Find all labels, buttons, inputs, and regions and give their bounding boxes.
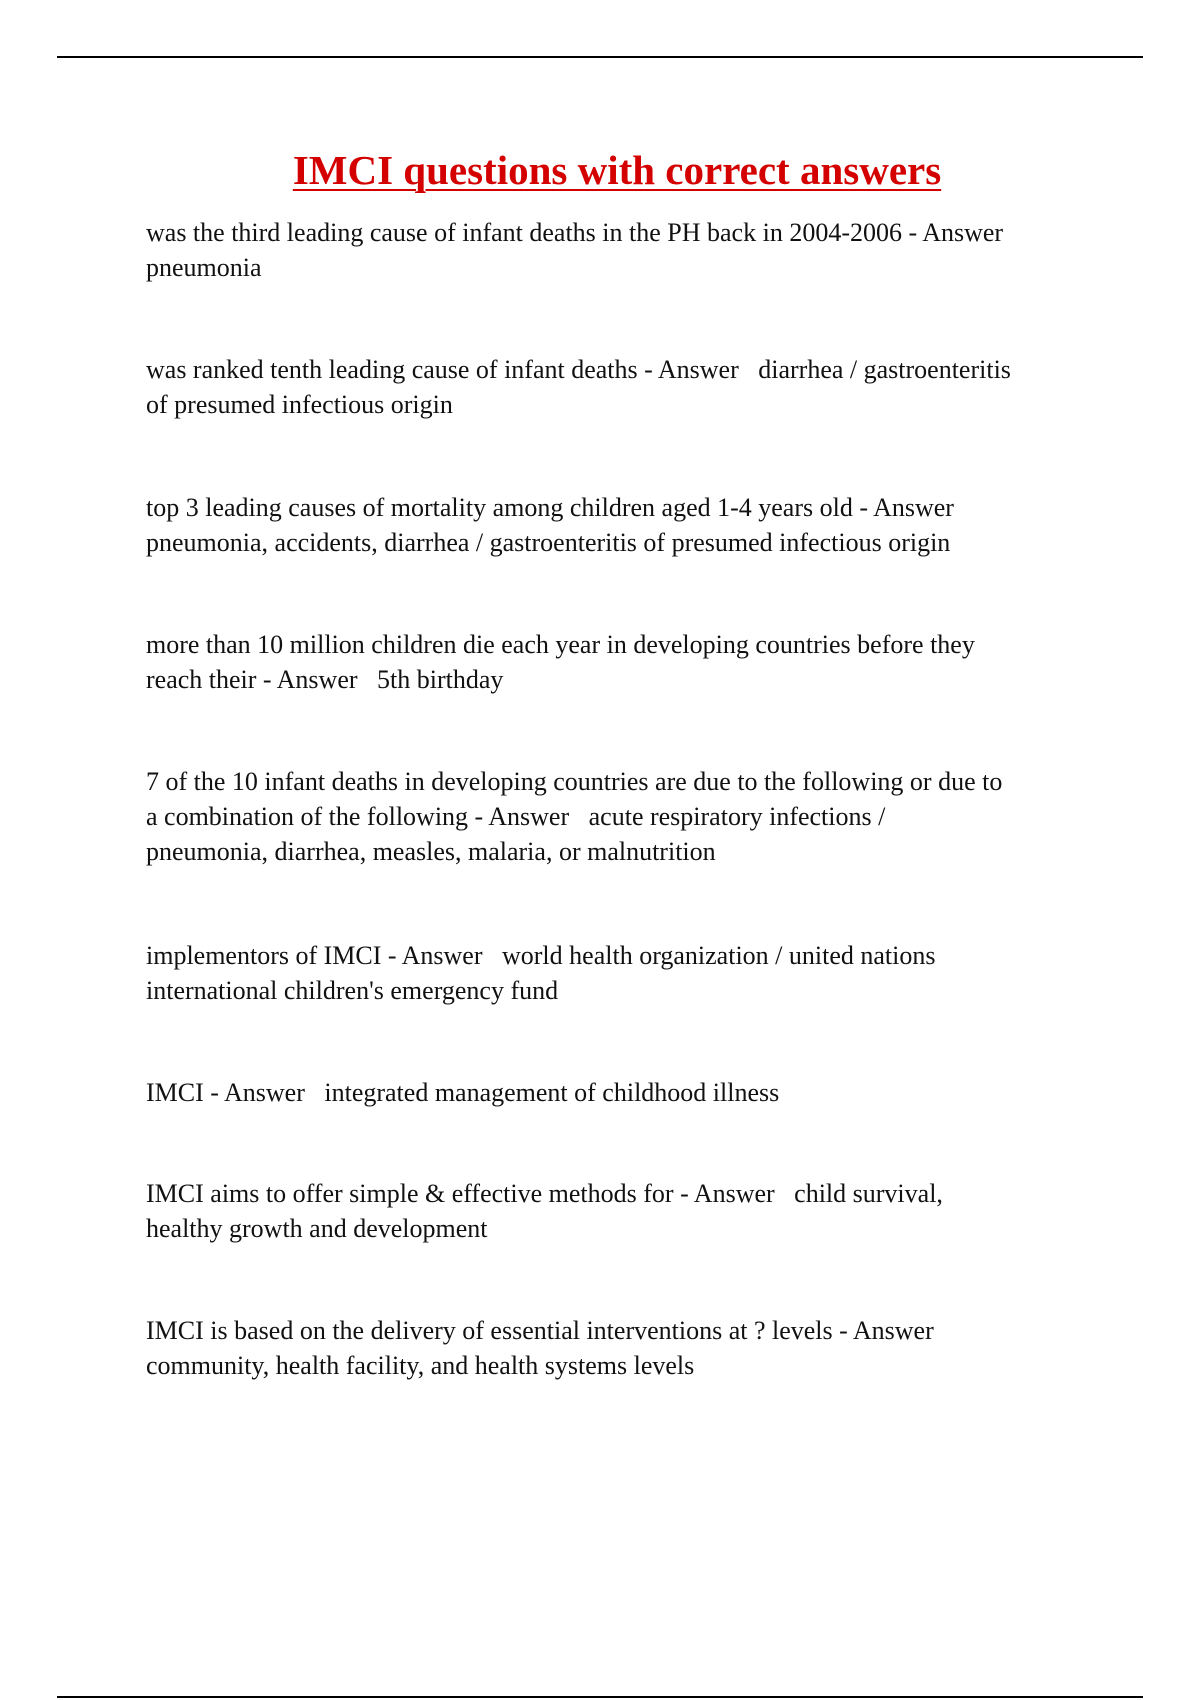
qa-item: 7 of the 10 infant deaths in developing countries are due to the following or due to a combination of the following - Answer acute respiratory infections / pneumonia, diarrhea, measles, malaria, or malnutrition <box>146 767 1003 866</box>
qa-item: IMCI aims to offer simple & effective methods for - Answer child survival, healthy growth and development <box>146 1179 943 1243</box>
qa-item: was ranked tenth leading cause of infant deaths - Answer diarrhea / gastroenteritis of presumed infectious origin <box>146 355 1011 419</box>
page-title: IMCI questions with correct answers <box>292 147 942 193</box>
qa-item: top 3 leading causes of mortality among children aged 1-4 years old - Answer pneumonia, accidents, diarrhea / gastroenteritis of presumed infectious origin <box>146 493 954 557</box>
qa-item: implementors of IMCI - Answer world health organization / united nations international children's emergency fund <box>146 941 936 1005</box>
qa-item: IMCI - Answer integrated management of childhood illness <box>146 1078 780 1107</box>
qa-item: IMCI is based on the delivery of essential interventions at ? levels - Answer community, health facility, and health systems levels <box>146 1316 934 1380</box>
qa-item: more than 10 million children die each year in developing countries before they reach their - Answer 5th birthday <box>146 630 975 694</box>
top-rule <box>57 56 1143 58</box>
qa-item: was the third leading cause of infant deaths in the PH back in 2004-2006 - Answer pneumonia <box>146 218 1004 282</box>
bottom-rule <box>57 1696 1143 1698</box>
